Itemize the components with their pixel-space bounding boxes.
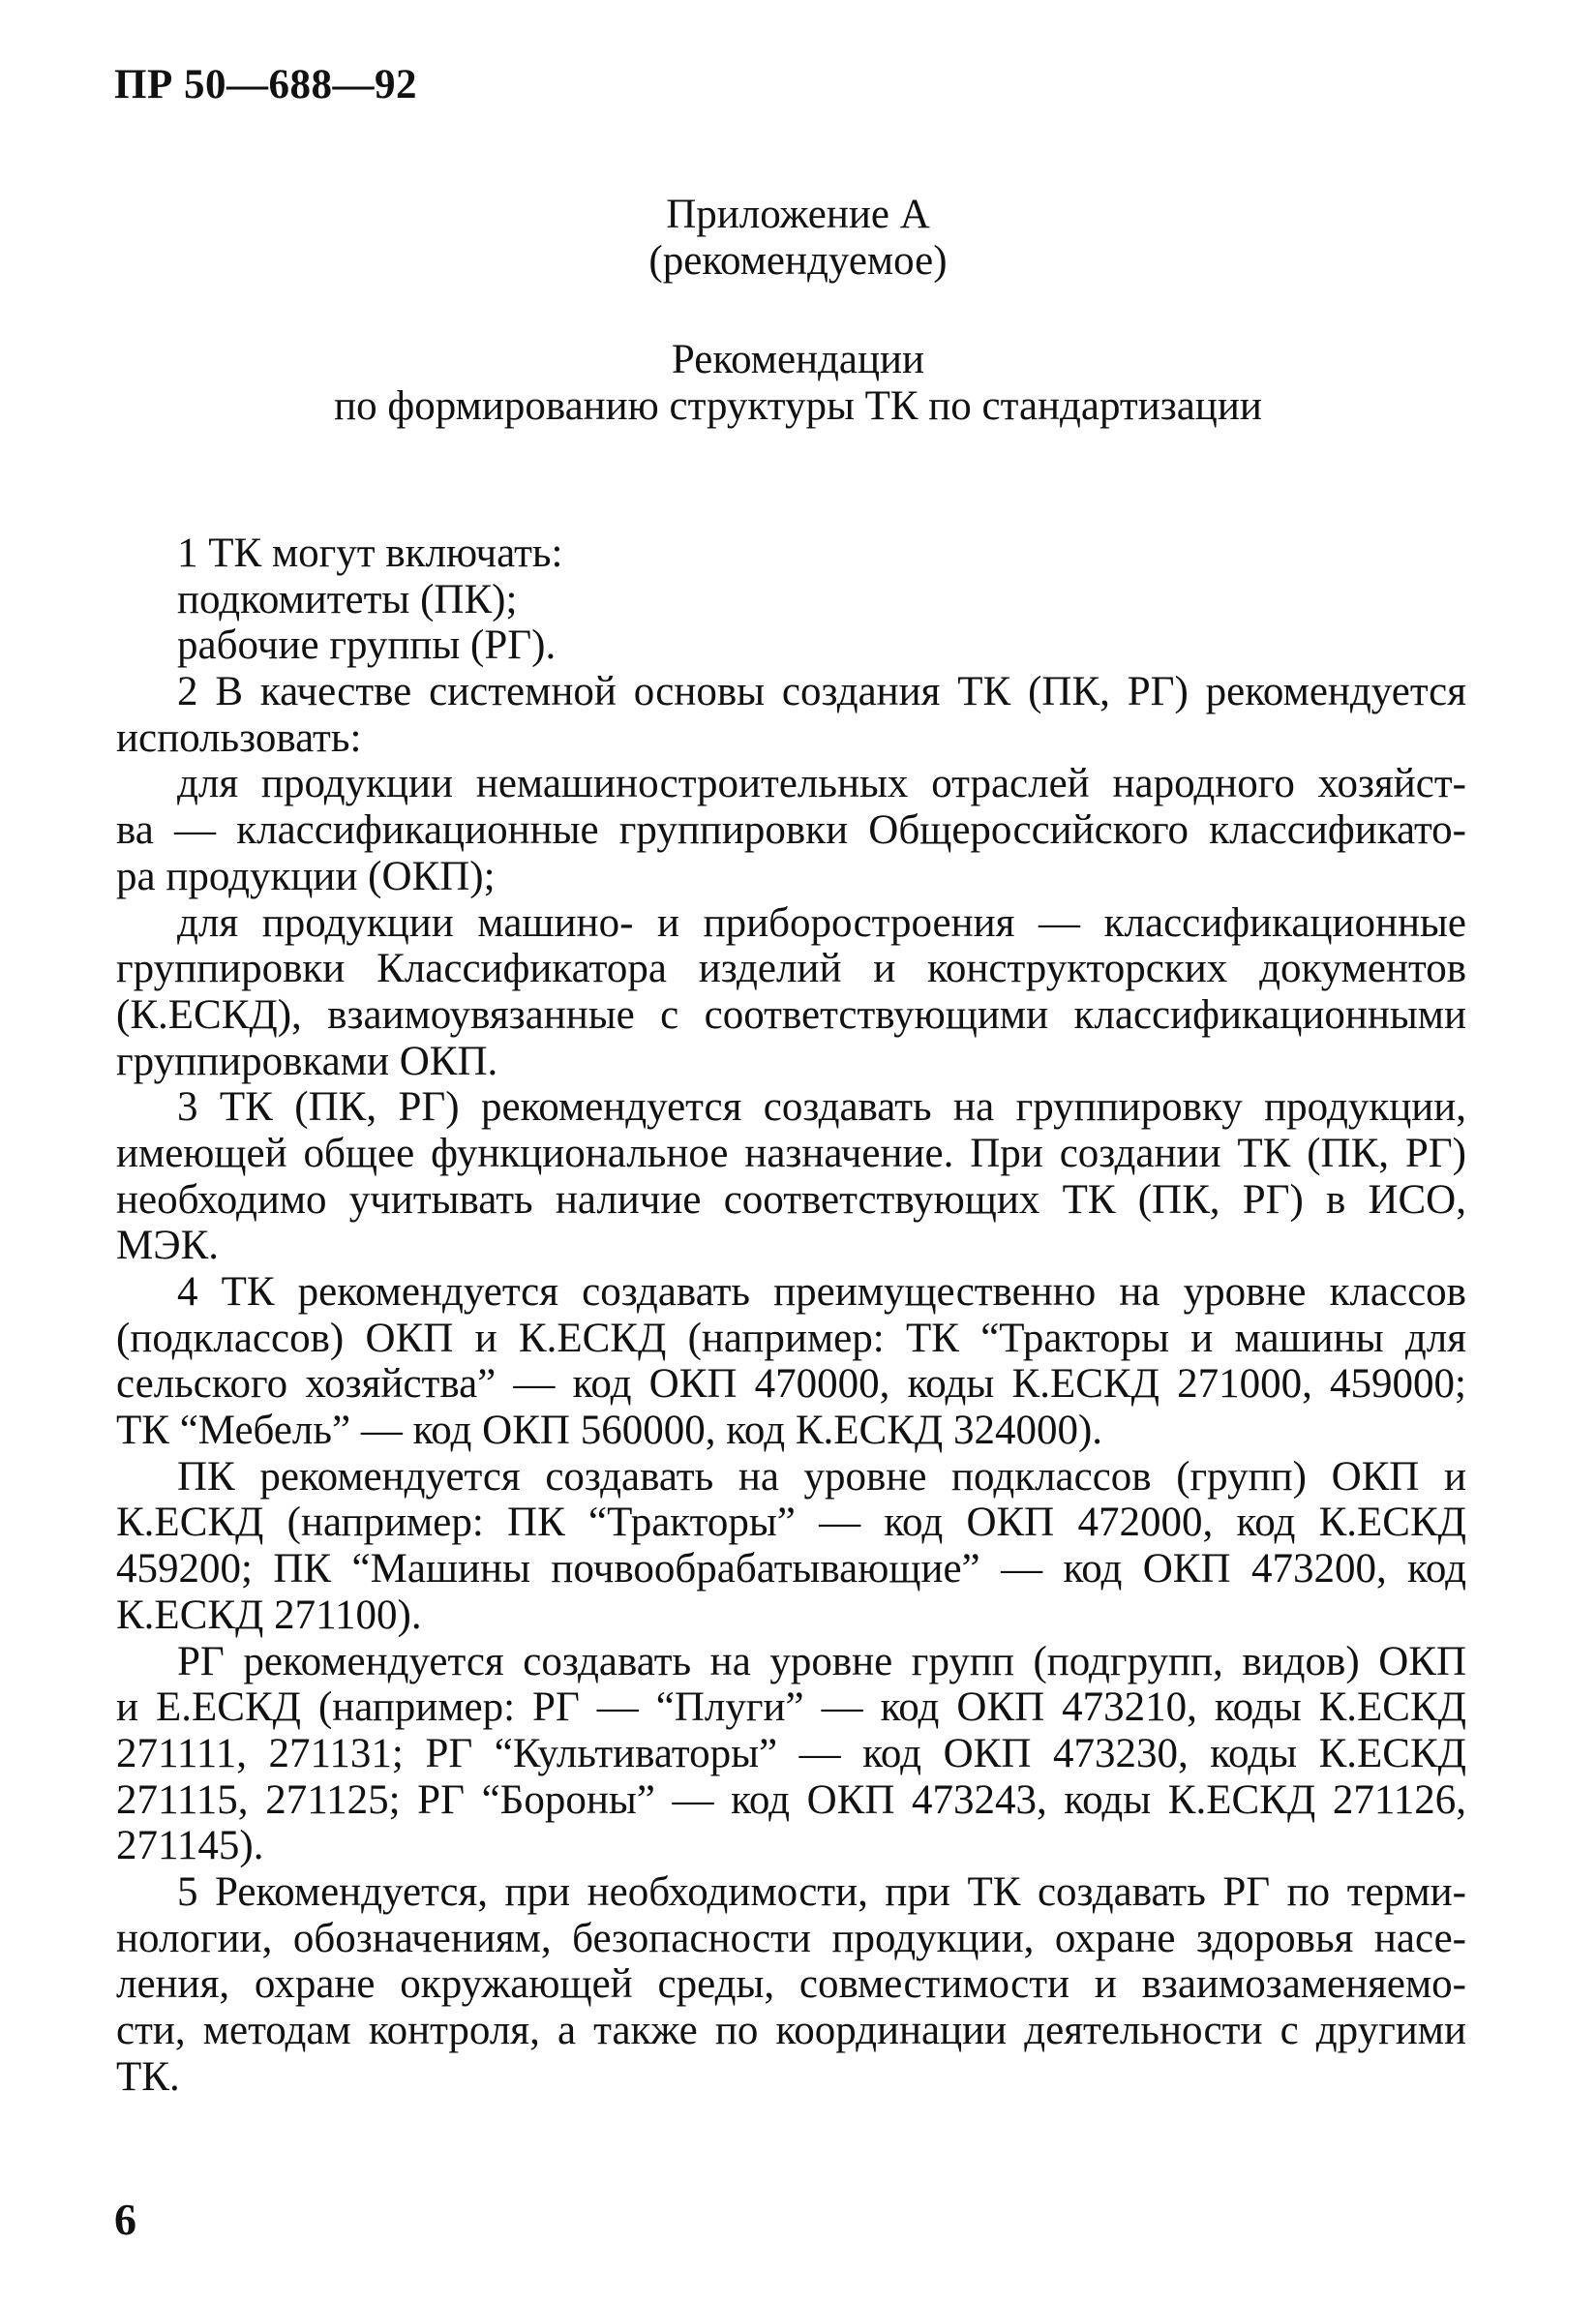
paragraph-line: ра продукции (ОКП); [116,853,496,899]
paragraph-line: ТК “Мебель” — код ОКП 560000, код К.ЕСКД 324000). [116,1408,1103,1454]
paragraph-line: (подклассов) ОКП и К.ЕСКД (например: ТК “Тракторы и машины для [116,1315,1466,1361]
paragraph-line: 3 ТК (ПК, РГ) рекомендуется создавать на группировку продукции, [177,1084,1466,1131]
paragraph-line: 5 Рекомендуется, при необходимости, при ТК создавать РГ по терми- [177,1868,1466,1915]
paragraph-line: для продукции немашиностроительных отраслей народного хозяйст- [177,761,1466,807]
recommendations-title: Рекомендации [671,337,925,382]
paragraph-line: 1 ТК могут включать: [177,531,563,576]
paragraph-line: группировки Классификатора изделий и конструкторских документов [116,946,1466,992]
paragraph-line: рабочие группы (РГ). [177,622,557,669]
appendix-subtitle: (рекомендуемое) [648,238,948,284]
paragraph-line: 271111, 271131; РГ “Культиваторы” — код ОКП 473230, коды К.ЕСКД [116,1730,1466,1776]
page-number: 6 [114,2195,136,2244]
paragraph-line: для продукции машино- и приборостроения — классификационные [177,899,1466,946]
paragraph-line: ва — классификационные группировки Общероссийского классификато- [116,807,1466,854]
paragraph-line: использовать: [116,714,362,761]
paragraph-line: МЭК. [116,1223,220,1269]
recommendations-subtitle: по формированию структуры ТК по стандартизации [334,383,1262,429]
paragraph-line: 271115, 271125; РГ “Бороны” — код ОКП 473243, коды К.ЕСКД 271126, [116,1776,1466,1823]
body-text [116,531,1466,2100]
appendix-title: Приложение А [666,192,930,237]
paragraph-line: и Е.ЕСКД (например: РГ — “Плуги” — код ОКП 473210, коды К.ЕСКД [116,1684,1466,1731]
paragraph-line: 4 ТК рекомендуется создавать преимущественно на уровне классов [177,1269,1466,1315]
paragraph-line: 271145). [116,1823,264,1869]
paragraph-line: К.ЕСКД 271100). [116,1592,422,1638]
paragraph-line: сти, методам контроля, а также по координации деятельности с другими [116,2008,1466,2053]
paragraph-line: группировками ОКП. [116,1038,498,1084]
paragraph-line: сельского хозяйства” — код ОКП 470000, коды К.ЕСКД 271000, 459000; [116,1361,1466,1408]
paragraph-line: нологии, обозначениям, безопасности продукции, охране здоровья насе- [116,1915,1466,1961]
paragraph-line: необходимо учитывать наличие соответствующих ТК (ПК, РГ) в ИСО, [116,1176,1466,1223]
paragraph-line: К.ЕСКД (например: ПК “Тракторы” — код ОКП 472000, код К.ЕСКД [116,1500,1466,1546]
paragraph-line: ления, охране окружающей среды, совместимости и взаимозаменяемо- [116,1961,1466,2008]
paragraph-line: РГ рекомендуется создавать на уровне групп (подгрупп, видов) ОКП [177,1638,1466,1684]
paragraph-line: ТК. [116,2053,180,2100]
paragraph-line: подкомитеты (ПК); [177,576,518,622]
paragraph-line: 459200; ПК “Машины почвообрабатывающие” — код ОКП 473200, код [116,1546,1466,1592]
document-code: ПР 50—688—92 [114,62,417,107]
paragraph-line: ПК рекомендуется создавать на уровне подклассов (групп) ОКП и [177,1453,1466,1500]
paragraph-line: 2 В качестве системной основы создания ТК (ПК, РГ) рекомендуется [177,669,1466,715]
paragraph-line: (К.ЕСКД), взаимоувязанные с соответствующими классификационными [116,991,1466,1038]
paragraph-line: имеющей общее функциональное назначение. При создании ТК (ПК, РГ) [116,1130,1466,1176]
